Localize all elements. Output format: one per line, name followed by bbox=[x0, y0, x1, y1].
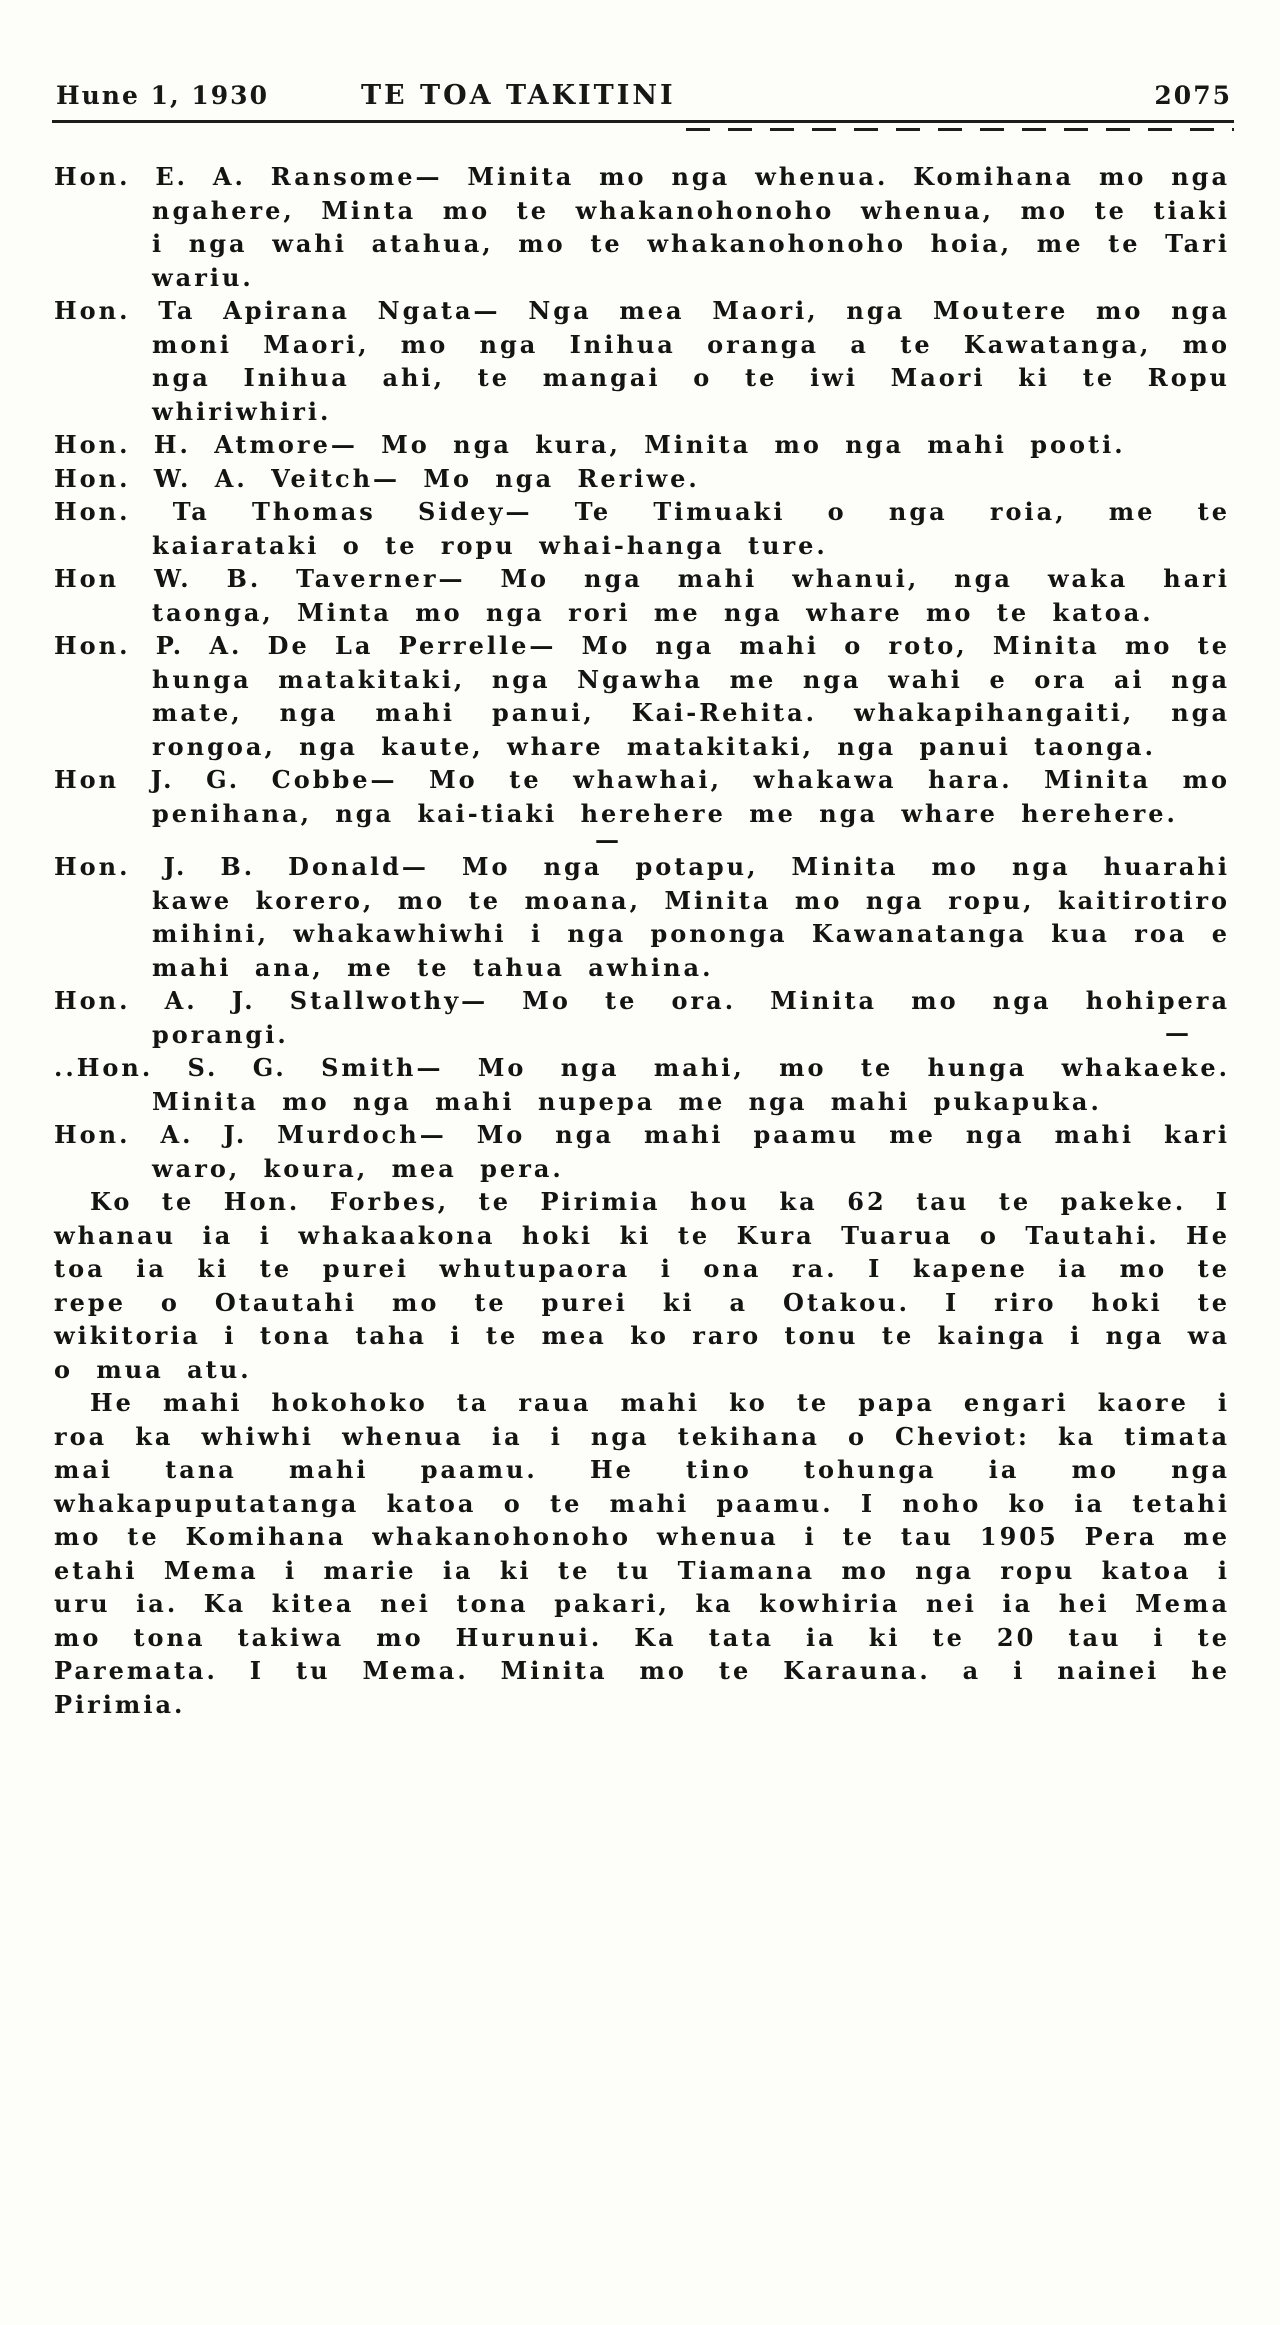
masthead bbox=[0, 0, 1280, 111]
biography-paragraph: He mahi hokohoko ta raua mahi ko te papa engari kaore i roa ka whiwhi whenua ia i nga tekihana o Cheviot: ka timata mai tana mahi paamu. He tino tohunga ia mo nga whakapuputatanga katoa o te mahi paamu. I noho ko ia tetahi mo te Komihana whakanohonoho whenua i te tau 1905 Pera me etahi Mema i marie ia ki te tu Tiamana mo nga ropu katoa i uru ia. Ka kitea nei tona pakari, ka kowhiria nei ia hei Mema mo tona takiwa mo Hurunui. Ka tata ia ki te 20 tau i te Paremata. I tu Mema. Minita mo te Karauna. a i nainei he Pirimia. bbox=[54, 1388, 1230, 1719]
section-dash: — bbox=[1165, 1017, 1192, 1047]
minister-entry bbox=[54, 562, 1230, 629]
portfolio-text: Minita mo nga whenua. Komihana mo nga ngahere, Minta mo te whakanohonoho whenua, mo te tiaki i nga wahi atahua, mo te whakanohonoho hoia, me te Tari wariu. bbox=[152, 162, 1231, 292]
minister-entry bbox=[54, 428, 1230, 462]
header-rule bbox=[52, 120, 1234, 123]
minister-name: Hon. W. A. Veitch— bbox=[54, 463, 401, 493]
minister-entry bbox=[54, 984, 1230, 1051]
portfolio-text: Mo nga mahi whanui, nga waka hari taonga, Minta mo nga rori me nga whare mo te katoa. bbox=[152, 564, 1231, 627]
header-dashed-rule bbox=[686, 128, 1234, 131]
minister-name: Hon. Ta Thomas Sidey— bbox=[54, 497, 533, 526]
portfolio-text: Mo nga potapu, Minita mo nga huarahi kawe korero, mo te moana, Minita mo nga ropu, kaitirotiro mihini, whakawhiwhi i nga pononga Kawanatanga kua roa e mahi ana, me te tahua awhina. bbox=[152, 852, 1231, 982]
issue-date: Hune 1, 1930 bbox=[56, 81, 269, 110]
minister-name: Hon. Ta Apirana Ngata— bbox=[54, 296, 501, 325]
minister-entry bbox=[54, 160, 1230, 294]
minister-name: Hon. A. J. Stallwothy— bbox=[54, 986, 489, 1015]
minister-entry bbox=[54, 1118, 1230, 1185]
minister-entry bbox=[54, 629, 1230, 763]
portfolio-text: Mo nga mahi o roto, Minita mo te hunga matakitaki, nga Ngawha me nga wahi e ora ai nga mate, nga mahi panui, Kai-Rehita. whakapihangaiti, nga rongoa, nga kaute, whare matakitaki, nga panui taonga. bbox=[152, 631, 1231, 761]
newspaper-title: TE TOA TAKITINI bbox=[360, 80, 676, 111]
page-number: 2075 bbox=[1154, 81, 1232, 110]
minister-name: Hon. E. A. Ransome— bbox=[54, 162, 443, 191]
minister-name: Hon J. G. Cobbe— bbox=[54, 765, 398, 794]
minister-entry bbox=[54, 1051, 1230, 1118]
minister-name: ..Hon. S. G. Smith— bbox=[54, 1053, 444, 1082]
minister-entry bbox=[54, 850, 1230, 984]
section-dash: — bbox=[594, 825, 622, 854]
portfolio-text: Mo te whawhai, whakawa hara. Minita mo penihana, nga kai-tiaki herehere me nga whare herehere. bbox=[152, 765, 1230, 828]
portfolio-text: Mo nga kura, Minita mo nga mahi pooti. bbox=[381, 430, 1126, 459]
article-body bbox=[0, 160, 1280, 1721]
portfolio-text: Mo nga mahi paamu me nga mahi kari waro, koura, mea pera. bbox=[152, 1120, 1231, 1183]
portfolio-text: Nga mea Maori, nga Moutere mo nga moni Maori, mo nga Inihua oranga a te Kawatanga, mo nga Inihua ahi, te mangai o te iwi Maori ki te Ropu whiriwhiri. bbox=[152, 296, 1230, 426]
biography-paragraph: Ko te Hon. Forbes, te Pirimia hou ka 62 tau te pakeke. I whanau ia i whakaakona hoki ki te Kura Tuarua o Tautahi. He toa ia ki te purei whutupaora i ona ra. I kapene ia mo te repe o Otautahi mo te purei ki a Otakou. I riro hoki te wikitoria i tona taha i te mea ko raro tonu te kainga i nga wa o mua atu. bbox=[54, 1187, 1230, 1384]
minister-name: Hon. P. A. De La Perrelle— bbox=[54, 631, 557, 660]
minister-name: Hon. H. Atmore— bbox=[54, 430, 358, 459]
portfolio-text: Mo nga mahi, mo te hunga whakaeke. Minita mo nga mahi nupepa me nga mahi pukapuka. bbox=[152, 1053, 1230, 1116]
minister-entry bbox=[54, 462, 1230, 496]
portfolio-text: Te Timuaki o nga roia, me te kaiarataki o te ropu whai-hanga ture. bbox=[152, 497, 1231, 560]
minister-entry bbox=[54, 495, 1230, 562]
minister-name: Hon. A. J. Murdoch— bbox=[54, 1120, 447, 1149]
portfolio-text: Mo te ora. Minita mo nga hohipera porangi. bbox=[152, 986, 1231, 1049]
minister-entry bbox=[54, 763, 1230, 830]
minister-name: Hon W. B. Taverner— bbox=[54, 564, 466, 593]
minister-name: Hon. J. B. Donald— bbox=[54, 852, 429, 881]
portfolio-text: Mo nga Reriwe. bbox=[423, 463, 700, 493]
minister-entry bbox=[54, 294, 1230, 428]
